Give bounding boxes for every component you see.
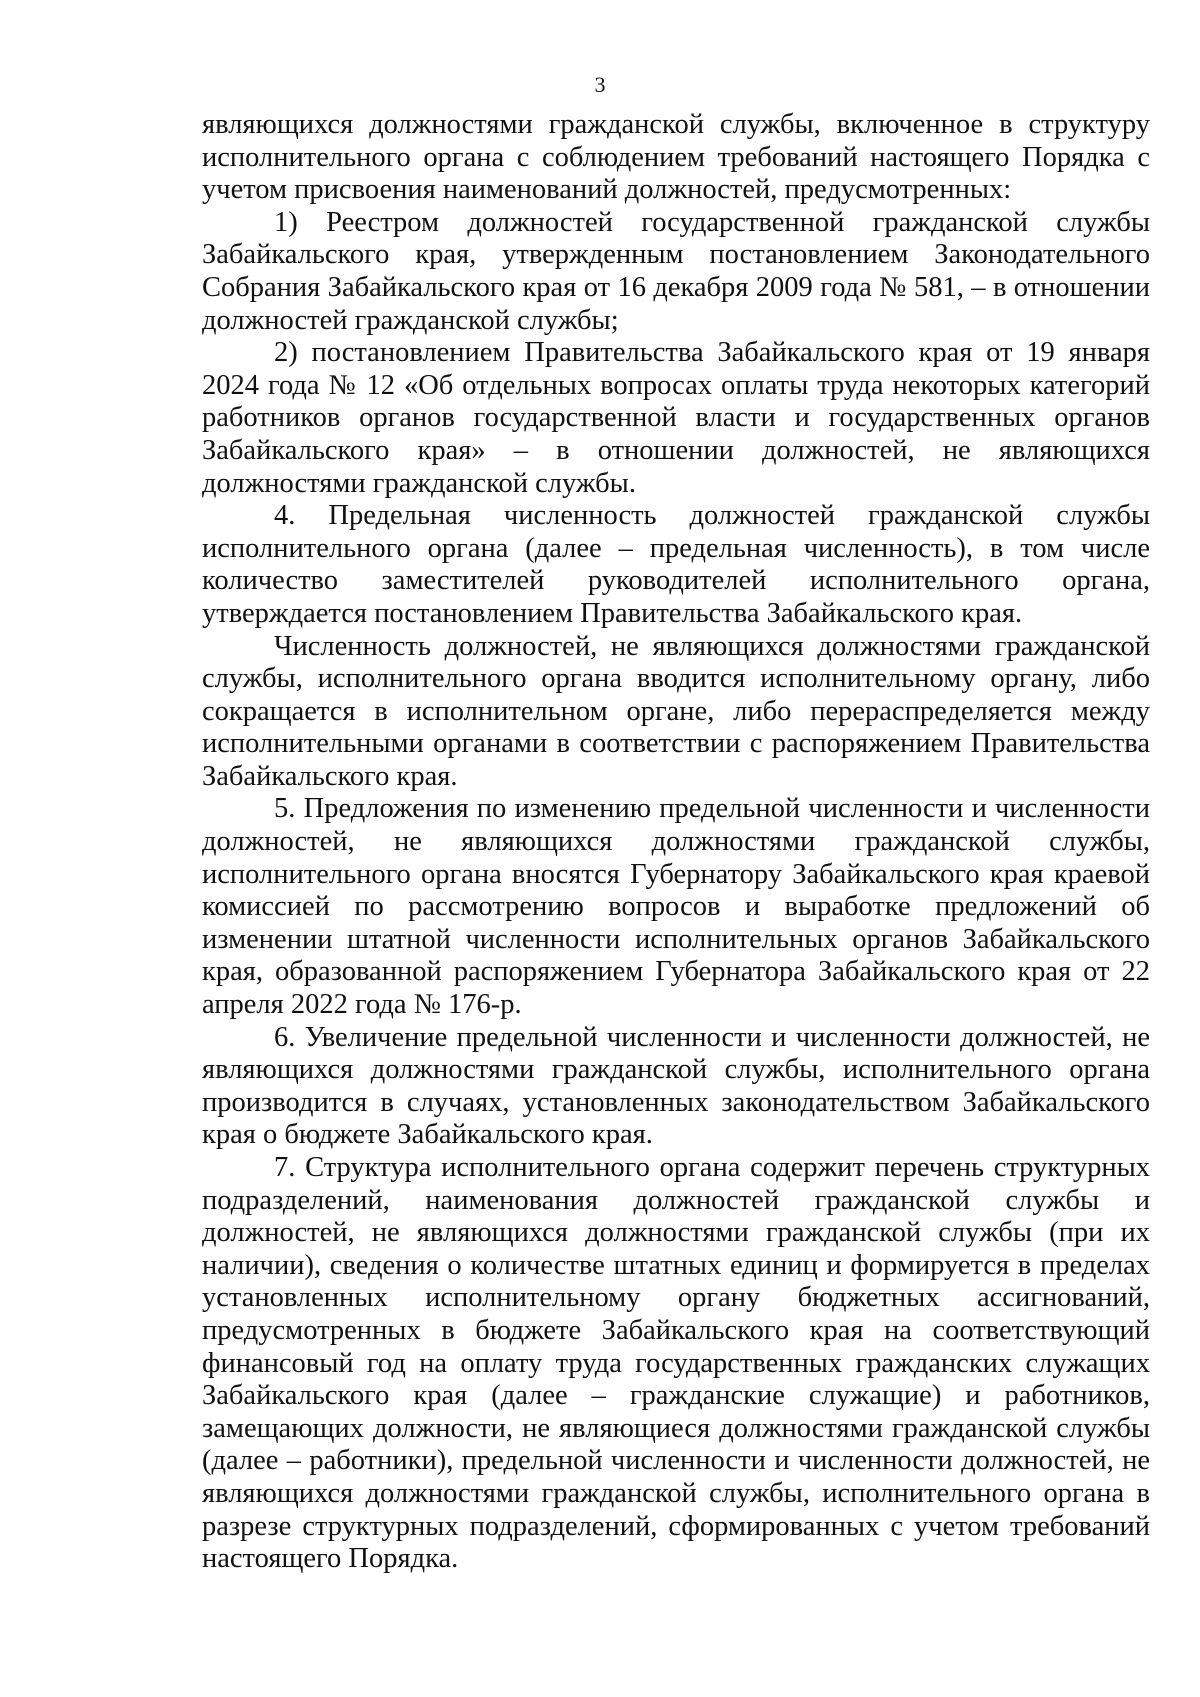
paragraph-continuation: являющихся должностями гражданской службы, включенное в структуру исполнительного органа с соблюдением требований настоящего Порядка с учетом присвоения наименований должностей, предусмотренных: (202, 109, 1150, 206)
paragraph-clause-6: 6. Увеличение предельной численности и численности должностей, не являющихся должностями гражданской службы, исполнительного органа производится в случаях, установленных законодательством Забайкальского края о бюджете Забайкальского края. (202, 1021, 1150, 1151)
paragraph-item-2: 2) постановлением Правительства Забайкальского края от 19 января 2024 года № 12 «Об отдельных вопросах оплаты труда некоторых категорий работников органов государственной власти и государственных органов Забайкальского края» – в отношении должностей, не являющихся должностями гражданской службы. (202, 337, 1150, 499)
paragraph-clause-7: 7. Структура исполнительного органа содержит перечень структурных подразделений, наименования должностей гражданской службы и должностей, не являющихся должностями гражданской службы (при их наличии), сведения о количестве штатных единиц и формируется в пределах установленных исполнительному органу бюджетных ассигнований, предусмотренных в бюджете Забайкальского края на соответствующий финансовый год на оплату труда государственных гражданских служащих Забайкальского края (далее – гражданские служащие) и работников, замещающих должности, не являющиеся должностями гражданской службы (далее – работники), предельной численности и численности должностей, не являющихся должностями гражданской службы, исполнительного органа в разрезе структурных подразделений, сформированных с учетом требований настоящего Порядка. (202, 1152, 1150, 1575)
page-number: 3 (594, 72, 606, 97)
paragraph-clause-5: 5. Предложения по изменению предельной численности и численности должностей, не являющихся должностями гражданской службы, исполнительного органа вносятся Губернатору Забайкальского края краевой комиссией по рассмотрению вопросов и выработке предложений об изменении штатной численности исполнительных органов Забайкальского края, образованной распоряжением Губернатора Забайкальского края от 22 апреля 2022 года № 176-р. (202, 793, 1150, 1021)
paragraph-clause-4: 4. Предельная численность должностей гражданской службы исполнительного органа (далее – предельная численность), в том числе количество заместителей руководителей исполнительного органа, утверждается постановлением Правительства Забайкальского края. (202, 500, 1150, 629)
document-body (202, 109, 1150, 1576)
paragraph-clause-4-staff: Численность должностей, не являющихся должностями гражданской службы, исполнительного органа вводится исполнительному органу, либо сокращается в исполнительном органе, либо перераспределяется между исполнительными органами в соответствии с распоряжением Правительства Забайкальского края. (202, 630, 1150, 792)
paragraph-item-1: 1) Реестром должностей государственной гражданской службы Забайкальского края, утвержденным постановлением Законодательного Собрания Забайкальского края от 16 декабря 2009 года № 581, – в отношении должностей гражданской службы; (202, 206, 1150, 336)
